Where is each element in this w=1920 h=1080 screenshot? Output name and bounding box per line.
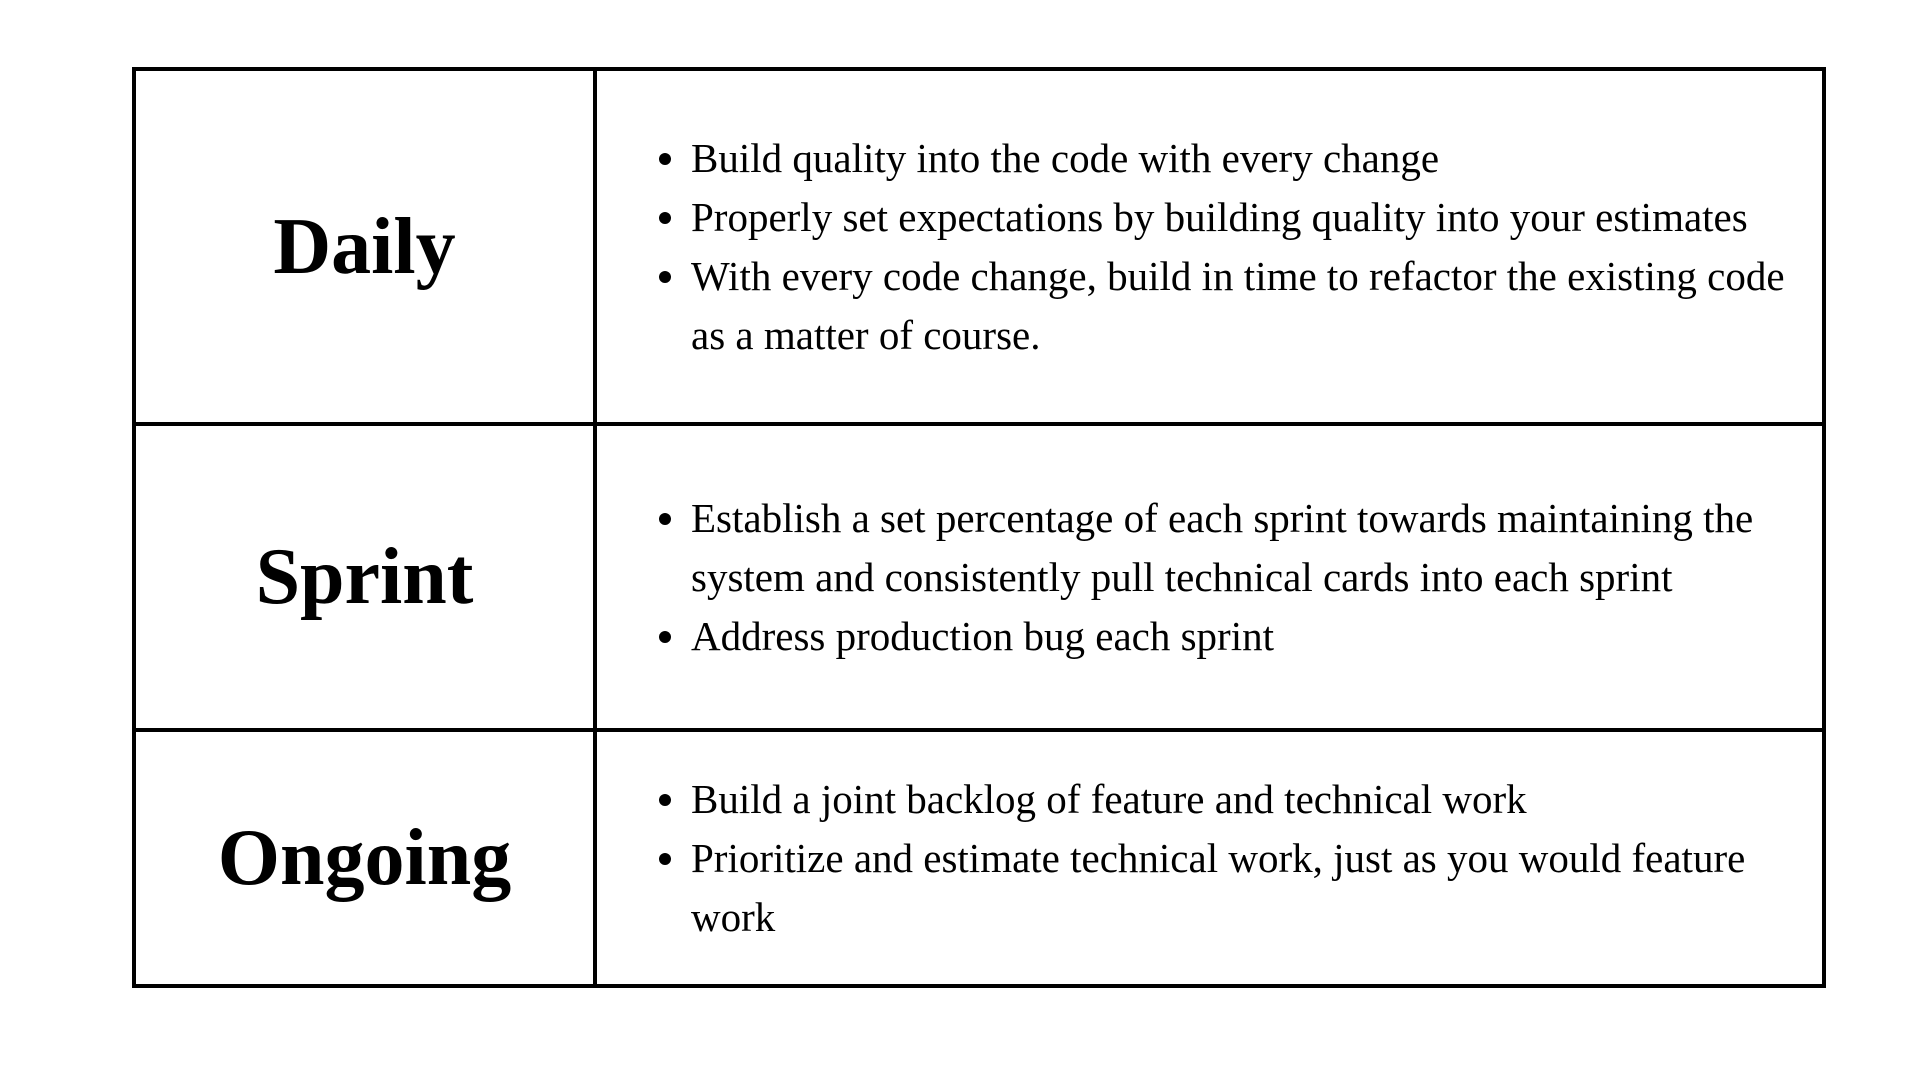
row-label-cell [136,732,597,984]
row-content-cell [597,71,1822,422]
list-item-text: Address production bug each sprint [691,612,1274,659]
list-item [691,247,1802,365]
row-label-daily: Daily [273,202,456,291]
bullet-dot-icon [659,631,671,643]
list-item-text: With every code change, build in time to refactor the existing code as a matter of course. [691,252,1785,358]
bullet-dot-icon [659,271,671,283]
list-item [691,770,1802,829]
bullet-list [691,770,1802,947]
bullet-dot-icon [659,212,671,224]
bullet-list [691,489,1802,666]
row-content-cell [597,426,1822,728]
bullet-dot-icon [659,513,671,525]
list-item [691,607,1802,666]
list-item-text: Build a joint backlog of feature and technical work [691,775,1527,822]
row-label-sprint: Sprint [255,533,474,621]
list-item-text: Prioritize and estimate technical work, just as you would feature work [691,834,1746,940]
list-item [691,188,1802,247]
bullet-dot-icon [659,794,671,806]
cadence-table [132,67,1826,988]
bullet-list [691,129,1802,365]
table-row-ongoing [136,728,1822,984]
bullet-dot-icon [659,153,671,165]
list-item-text: Properly set expectations by building quality into your estimates [691,193,1748,240]
row-label-cell [136,71,597,422]
list-item [691,829,1802,947]
table-row-daily [136,71,1822,422]
row-content-cell [597,732,1822,984]
list-item-text: Build quality into the code with every change [691,134,1440,181]
bullet-dot-icon [659,853,671,865]
row-label-ongoing: Ongoing [217,814,512,902]
row-label-cell [136,426,597,728]
list-item-text: Establish a set percentage of each sprint towards maintaining the system and consistently pull technical cards into each sprint [691,494,1754,600]
table-row-sprint [136,422,1822,728]
list-item [691,489,1802,607]
list-item [691,129,1802,188]
